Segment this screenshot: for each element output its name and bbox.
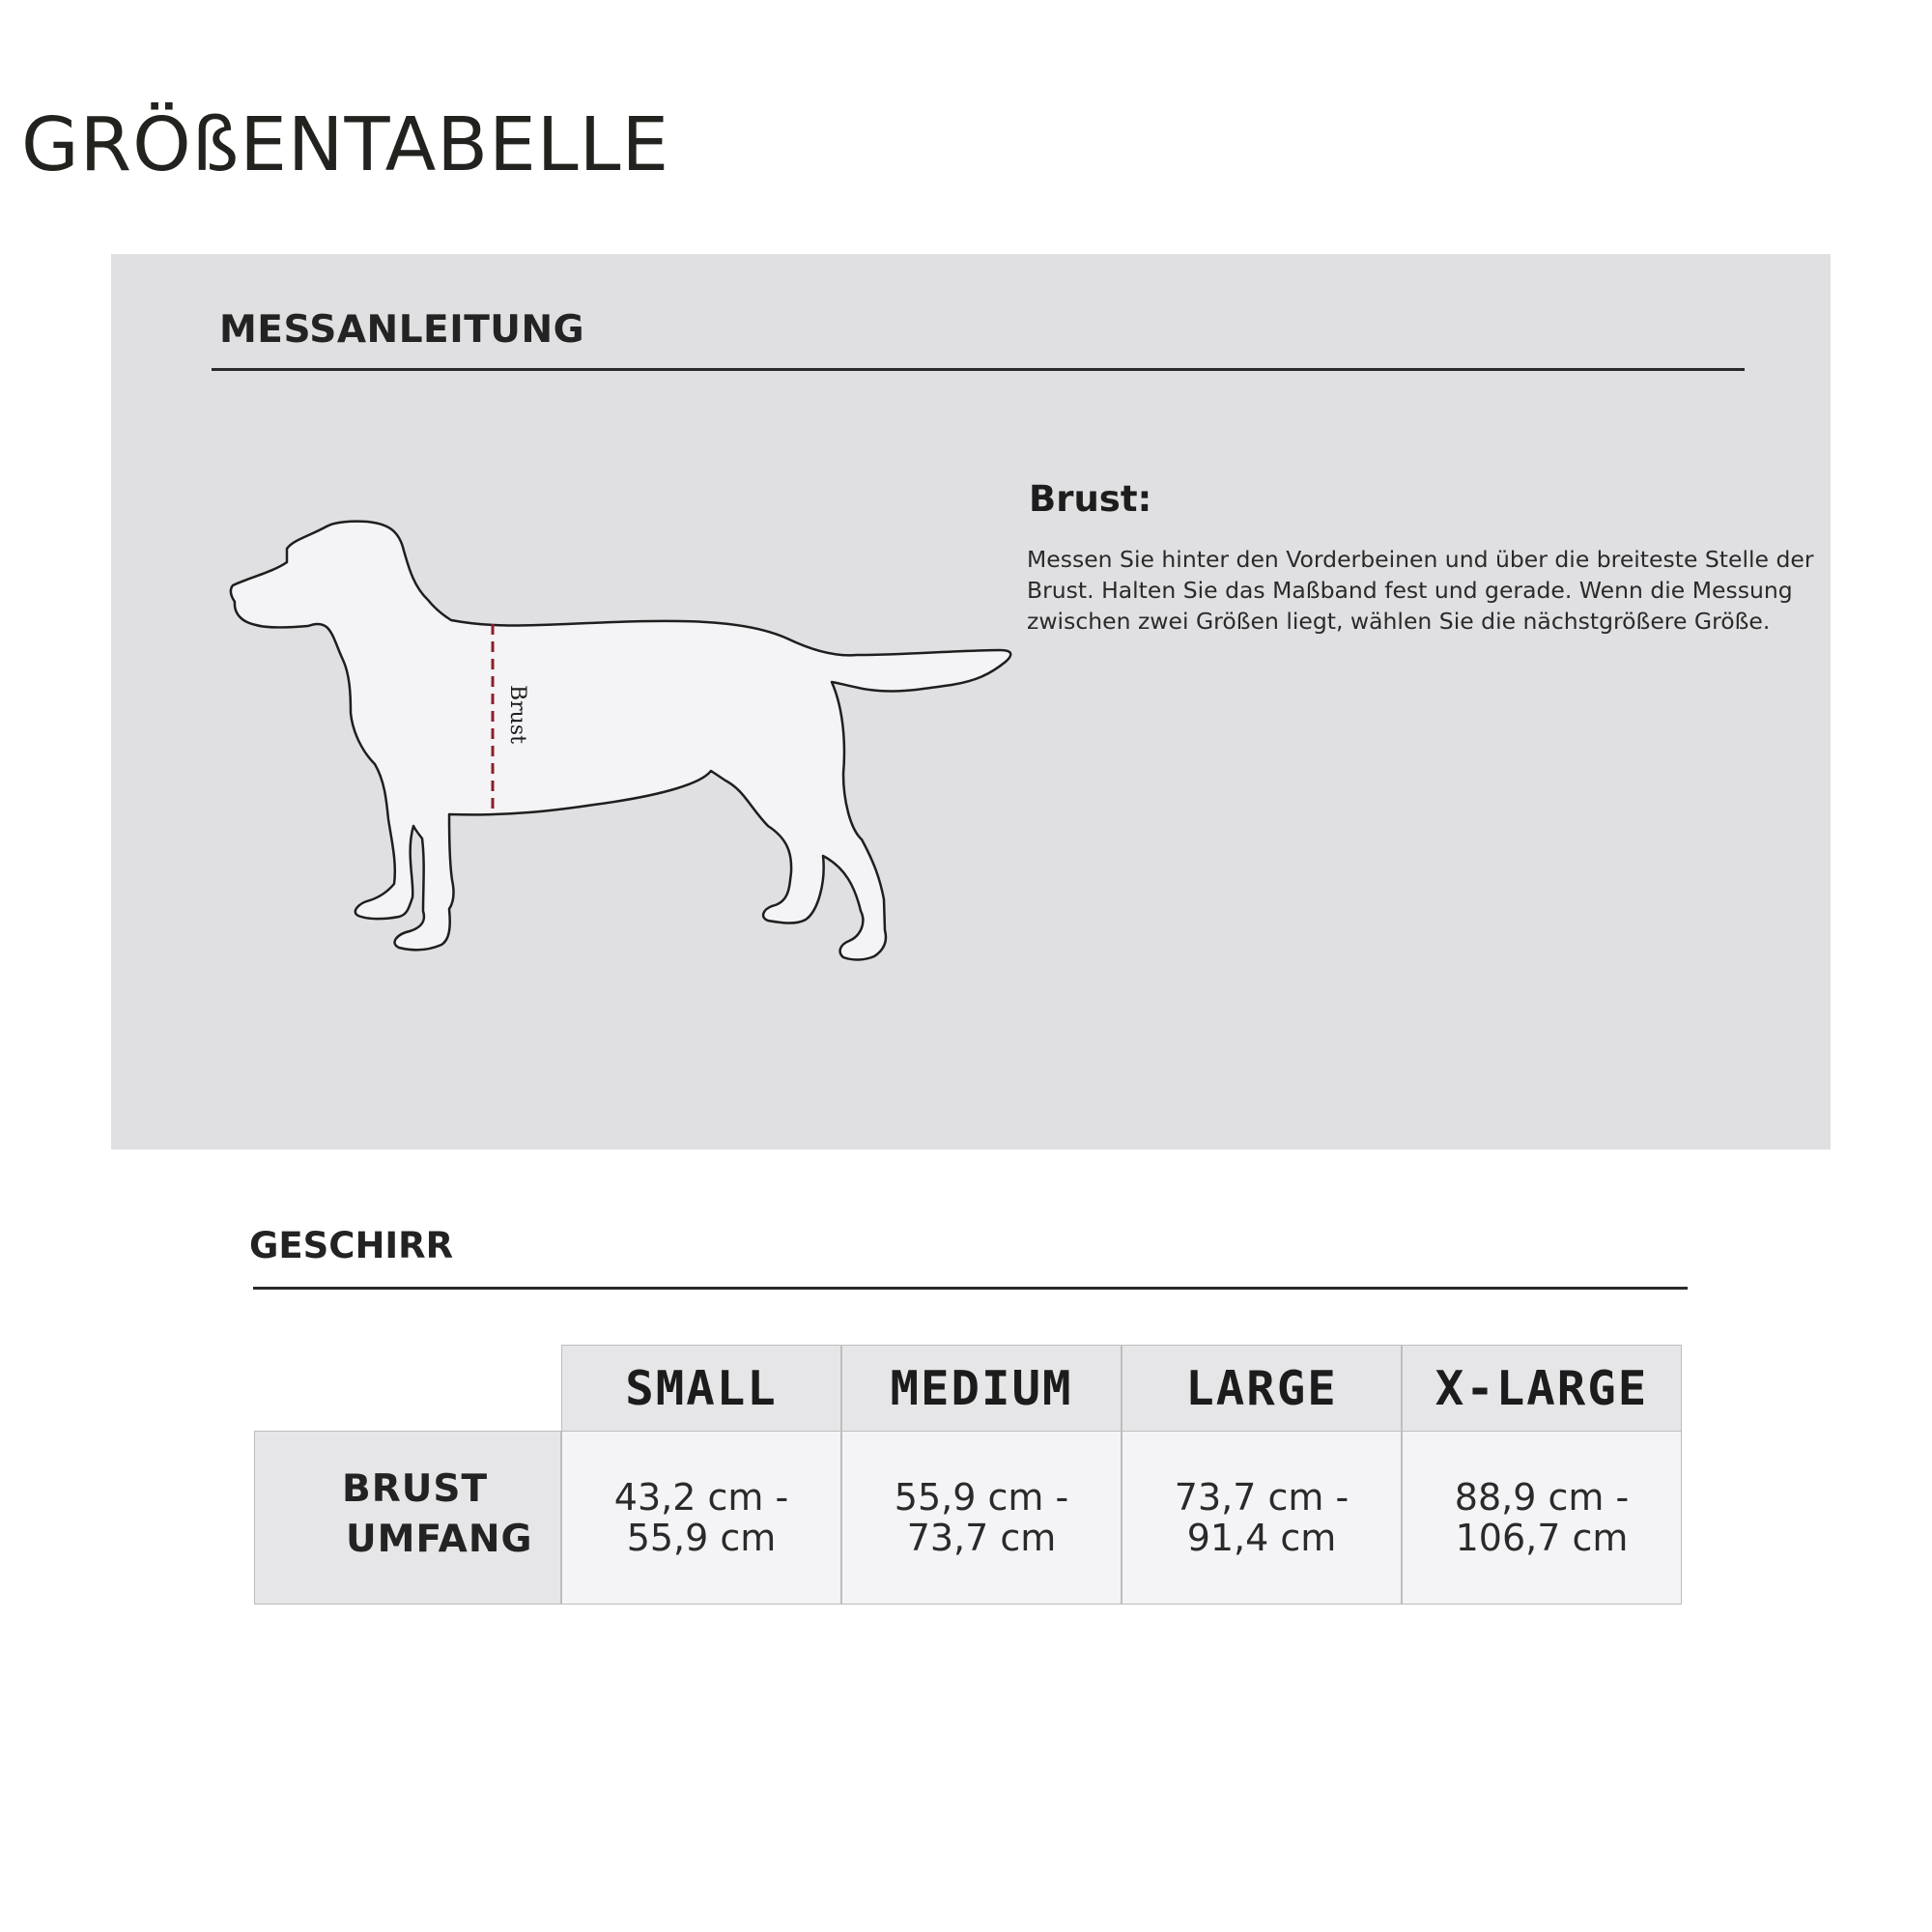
cell-medium-chest: 55,9 cm - 73,7 cm <box>841 1431 1122 1605</box>
col-header-medium: MEDIUM <box>841 1345 1122 1432</box>
row-header-chest-circumference <box>254 1431 561 1605</box>
chest-title: Brust: <box>1029 478 1152 520</box>
guide-divider <box>212 368 1745 371</box>
page-title: GRÖßENTABELLE <box>21 102 670 188</box>
col-header-x-large: X-LARGE <box>1402 1345 1682 1432</box>
row-header-line2: UMFANG <box>346 1518 533 1561</box>
harness-heading: GESCHIRR <box>249 1225 454 1266</box>
row-header-line1: BRUST <box>342 1467 489 1511</box>
col-header-large: LARGE <box>1122 1345 1402 1432</box>
harness-divider <box>253 1287 1688 1290</box>
cell-x-large-chest: 88,9 cm - 106,7 cm <box>1402 1431 1682 1605</box>
cell-large-chest: 73,7 cm - 91,4 cm <box>1122 1431 1402 1605</box>
measurement-guide-panel <box>111 254 1831 1150</box>
chest-measure-label: Brust <box>505 685 529 744</box>
dog-silhouette-illustration <box>169 457 1096 998</box>
chest-instructions: Messen Sie hinter den Vorderbeinen und über die breiteste Stelle der Brust. Halten Sie das Maßband fest und gerade. Wenn die Messung zwischen zwei Größen liegt, wählen Sie die nächstgrößere Größe. <box>1027 546 1814 635</box>
dog-outline <box>231 522 1010 960</box>
guide-heading: MESSANLEITUNG <box>219 308 585 352</box>
col-header-small: SMALL <box>561 1345 841 1432</box>
cell-small-chest: 43,2 cm - 55,9 cm <box>561 1431 841 1605</box>
